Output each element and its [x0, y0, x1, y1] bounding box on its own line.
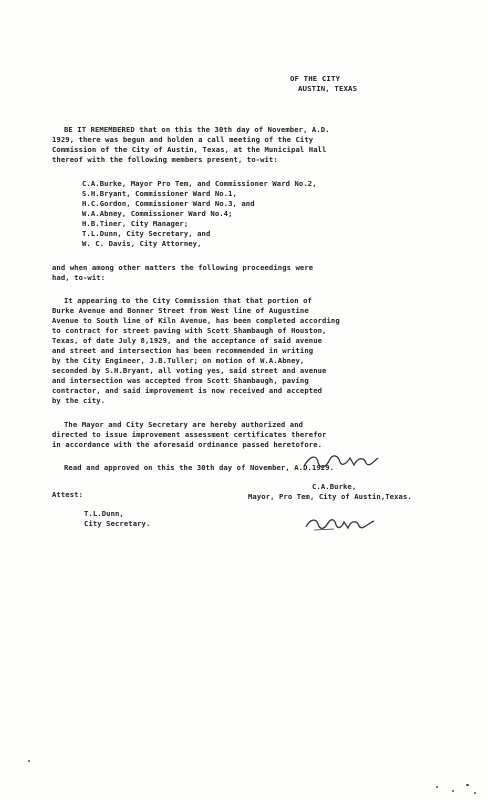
member-line: C.A.Burke, Mayor Pro Tem, and Commissioner Ward No.2, — [82, 179, 317, 188]
member-line: H.C.Gordon, Commissioner Ward No.3, and — [82, 199, 255, 208]
scan-speck — [28, 760, 30, 762]
resolution-line: Burke Avenue and Bonner Street from West line of Augustine — [52, 306, 309, 315]
directive-line: The Mayor and City Secretary are hereby authorized and — [64, 420, 304, 429]
member-line: W.A.Abney, Commissioner Ward No.4; — [82, 209, 233, 218]
directive-line: directed to issue improvement assessment certificates therefor — [52, 430, 327, 439]
member-line: S.H.Bryant, Commissioner Ward No.1, — [82, 189, 237, 198]
attest-label: Attest: — [52, 490, 83, 499]
resolution-line: and intersection was accepted from Scott Shambaugh, paving — [52, 376, 309, 385]
header-line-1: OF THE CITY — [290, 74, 341, 83]
resolution-line: and street and intersection has been recommended in writing — [52, 346, 314, 355]
scan-speck — [436, 786, 438, 788]
resolution-line: seconded by S.H.Bryant, all voting yes, said street and avenue — [52, 366, 327, 375]
member-line: H.B.Tiner, City Manager; — [82, 219, 189, 228]
member-line: W. C. Davis, City Attorney, — [82, 239, 202, 248]
attest-name: T.L.Dunn, — [84, 509, 124, 518]
transition-line: and when among other matters the following proceedings were — [52, 263, 314, 272]
resolution-line: Texas, of date July 8,1929, and the acceptance of said avenue — [52, 336, 323, 345]
preamble-line: thereof with the following members present, to-wit: — [52, 155, 278, 164]
signer-name: C.A.Burke, — [312, 482, 357, 491]
resolution-line: Avenue to South line of Kiln Avenue, has been completed according — [52, 316, 340, 325]
resolution-line: by the city. — [52, 396, 106, 405]
resolution-line: by the City Engineer, J.B.Tuller; on motion of W.A.Abney, — [52, 356, 305, 365]
scan-speck — [466, 784, 469, 786]
resolution-line: contractor, and said improvement is now received and accepted — [52, 386, 323, 395]
scan-speck — [474, 792, 476, 794]
resolution-line: to contract for street paving with Scott Shambaugh of Houston, — [52, 326, 327, 335]
preamble-line: 1929, there was begun and holden a call meeting of the City — [52, 135, 314, 144]
attest-title: City Secretary. — [84, 519, 151, 528]
preamble-line: Commission of the City of Austin, Texas, at the Municipal Hall — [52, 145, 327, 154]
handwritten-signature-2 — [300, 450, 380, 472]
handwritten-signature-1 — [304, 515, 376, 533]
transition-line: had, to-wit: — [52, 273, 106, 282]
directive-line: in accordance with the aforesaid ordinance passed heretofore. — [52, 440, 323, 449]
resolution-line: It appearing to the City Commission that that portion of — [64, 296, 312, 305]
preamble-line: BE IT REMEMBERED that on this the 30th day of November, A.D. — [64, 125, 330, 134]
header-line-2: AUSTIN, TEXAS — [298, 84, 358, 93]
scan-speck — [452, 790, 454, 792]
signer-title: Mayor, Pro Tem, City of Austin,Texas. — [248, 492, 412, 501]
approval-line: Read and approved on this the 30th day of November, A.D.1929. — [64, 463, 335, 472]
member-line: T.L.Dunn, City Secretary, and — [82, 229, 211, 238]
